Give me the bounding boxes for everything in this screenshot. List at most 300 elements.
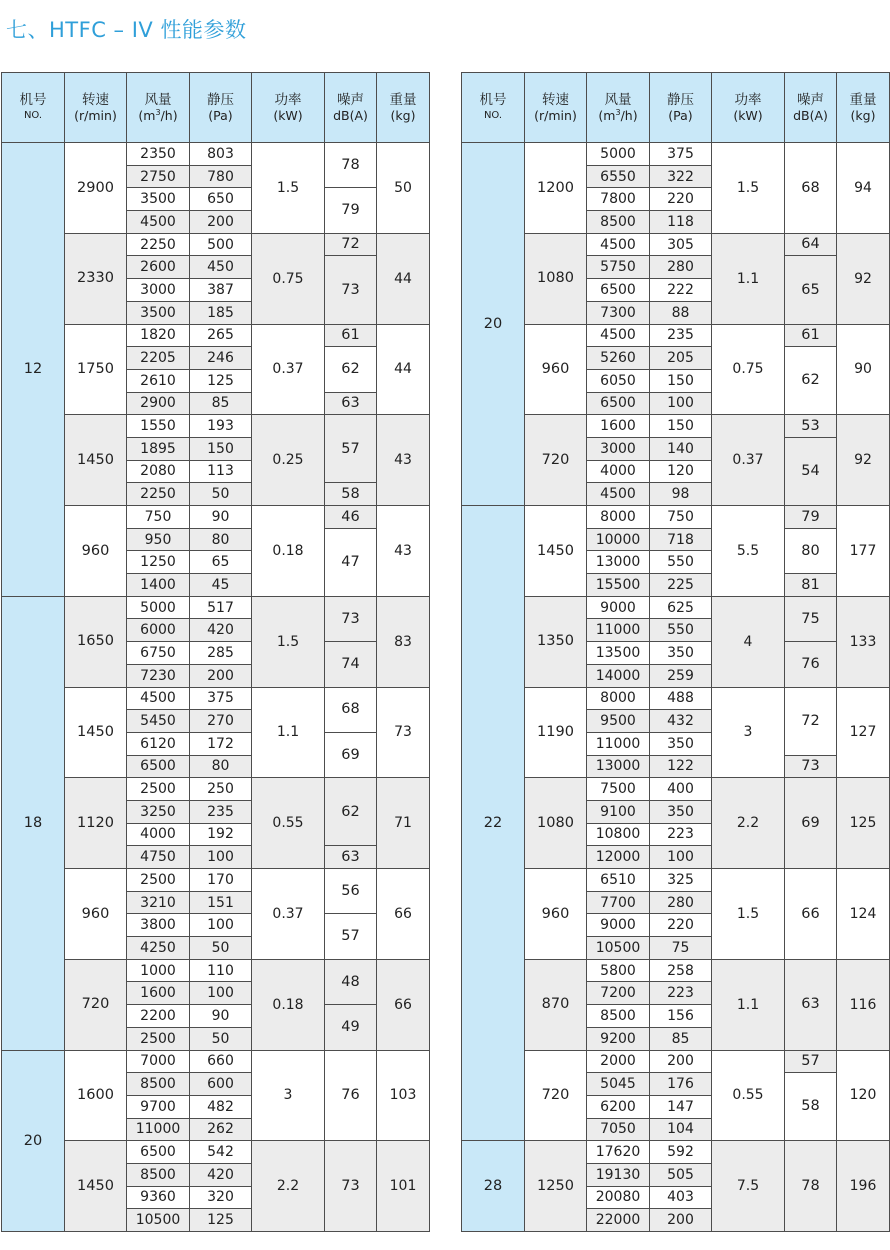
static-pressure-cell: 100 [190, 846, 252, 869]
airflow-cell: 8000 [587, 687, 650, 710]
header-unit: (kW) [273, 107, 303, 123]
airflow-cell: 7230 [127, 664, 190, 687]
airflow-cell: 8500 [587, 1005, 650, 1028]
static-pressure-cell: 172 [190, 732, 252, 755]
header-power [252, 73, 325, 143]
static-pressure-cell: 193 [190, 415, 252, 438]
header-label: 功率 [734, 91, 762, 108]
power-cell: 3 [712, 687, 785, 778]
table-row [462, 596, 890, 619]
airflow-cell: 8500 [127, 1073, 190, 1096]
static-pressure-cell: 650 [190, 188, 252, 211]
airflow-cell: 2200 [127, 1005, 190, 1028]
table-row [2, 778, 430, 801]
noise-cell: 48 [325, 959, 377, 1004]
static-pressure-cell: 600 [190, 1073, 252, 1096]
weight-cell: 44 [377, 324, 430, 415]
power-cell: 1.5 [712, 143, 785, 234]
airflow-cell: 4000 [587, 460, 650, 483]
airflow-cell: 8500 [587, 211, 650, 234]
static-pressure-cell: 550 [650, 619, 712, 642]
weight-cell: 66 [377, 869, 430, 960]
airflow-cell: 7200 [587, 982, 650, 1005]
airflow-cell: 2900 [127, 392, 190, 415]
table-row [2, 1050, 430, 1073]
airflow-cell: 6200 [587, 1095, 650, 1118]
airflow-cell: 2205 [127, 347, 190, 370]
power-cell: 0.55 [252, 778, 325, 869]
noise-cell: 66 [785, 869, 837, 960]
header-label: 风量 [144, 91, 172, 108]
airflow-cell: 2250 [127, 233, 190, 256]
noise-cell: 57 [325, 914, 377, 959]
static-pressure-cell: 125 [190, 1209, 252, 1232]
static-pressure-cell: 285 [190, 642, 252, 665]
static-pressure-cell: 488 [650, 687, 712, 710]
static-pressure-cell: 150 [650, 369, 712, 392]
noise-cell: 68 [785, 143, 837, 234]
airflow-cell: 4500 [127, 211, 190, 234]
static-pressure-cell: 262 [190, 1118, 252, 1141]
speed-cell: 870 [525, 959, 587, 1050]
header-label: 机号 [479, 91, 507, 108]
power-cell: 0.18 [252, 959, 325, 1050]
static-pressure-cell: 150 [650, 415, 712, 438]
power-cell: 0.18 [252, 506, 325, 597]
static-pressure-cell: 432 [650, 710, 712, 733]
header-airflow [127, 73, 190, 143]
machine-no-cell: 28 [462, 1141, 525, 1232]
airflow-cell: 13000 [587, 551, 650, 574]
noise-cell: 54 [785, 437, 837, 505]
weight-cell: 92 [837, 233, 890, 324]
airflow-cell: 7000 [127, 1050, 190, 1073]
speed-cell: 1450 [525, 506, 587, 597]
airflow-cell: 2600 [127, 256, 190, 279]
static-pressure-cell: 50 [190, 937, 252, 960]
speed-cell: 1080 [525, 778, 587, 869]
weight-cell: 43 [377, 415, 430, 506]
airflow-cell: 4500 [587, 233, 650, 256]
static-pressure-cell: 220 [650, 188, 712, 211]
airflow-cell: 15500 [587, 574, 650, 597]
static-pressure-cell: 140 [650, 437, 712, 460]
airflow-cell: 2500 [127, 778, 190, 801]
airflow-cell: 3800 [127, 914, 190, 937]
power-cell: 1.1 [712, 959, 785, 1050]
table-header-row [2, 73, 430, 143]
airflow-cell: 10500 [127, 1209, 190, 1232]
airflow-cell: 6500 [127, 755, 190, 778]
weight-cell: 127 [837, 687, 890, 778]
static-pressure-cell: 325 [650, 869, 712, 892]
noise-cell: 61 [325, 324, 377, 347]
speed-cell: 960 [65, 506, 127, 597]
static-pressure-cell: 265 [190, 324, 252, 347]
airflow-cell: 10800 [587, 823, 650, 846]
speed-cell: 960 [525, 869, 587, 960]
header-unit: (Pa) [668, 107, 693, 123]
power-cell: 5.5 [712, 506, 785, 597]
noise-cell: 73 [325, 1141, 377, 1232]
weight-cell: 133 [837, 596, 890, 687]
speed-cell: 2330 [65, 233, 127, 324]
airflow-cell: 4000 [127, 823, 190, 846]
noise-cell: 57 [785, 1050, 837, 1073]
static-pressure-cell: 660 [190, 1050, 252, 1073]
static-pressure-cell: 420 [190, 1163, 252, 1186]
table-row [462, 233, 890, 256]
airflow-cell: 5000 [587, 143, 650, 166]
table-row [462, 415, 890, 438]
static-pressure-cell: 482 [190, 1095, 252, 1118]
airflow-cell: 3250 [127, 800, 190, 823]
airflow-cell: 3500 [127, 301, 190, 324]
weight-cell: 43 [377, 506, 430, 597]
speed-cell: 1250 [525, 1141, 587, 1232]
airflow-cell: 3210 [127, 891, 190, 914]
performance-table-right [461, 72, 890, 1232]
airflow-cell: 3500 [127, 188, 190, 211]
static-pressure-cell: 320 [190, 1186, 252, 1209]
airflow-cell: 6120 [127, 732, 190, 755]
static-pressure-cell: 403 [650, 1186, 712, 1209]
speed-cell: 1600 [65, 1050, 127, 1141]
airflow-cell: 1600 [587, 415, 650, 438]
static-pressure-cell: 200 [190, 664, 252, 687]
static-pressure-cell: 192 [190, 823, 252, 846]
header-label: 噪声 [337, 91, 364, 108]
table-row [462, 778, 890, 801]
static-pressure-cell: 118 [650, 211, 712, 234]
speed-cell: 1750 [65, 324, 127, 415]
static-pressure-cell: 550 [650, 551, 712, 574]
static-pressure-cell: 176 [650, 1073, 712, 1096]
weight-cell: 94 [837, 143, 890, 234]
static-pressure-cell: 322 [650, 165, 712, 188]
noise-cell: 72 [325, 233, 377, 256]
unit-part: (m [138, 107, 156, 123]
static-pressure-cell: 223 [650, 823, 712, 846]
weight-cell: 177 [837, 506, 890, 597]
airflow-cell: 19130 [587, 1163, 650, 1186]
airflow-cell: 20080 [587, 1186, 650, 1209]
noise-cell: 49 [325, 1005, 377, 1050]
power-cell: 3 [252, 1050, 325, 1141]
airflow-cell: 4500 [587, 324, 650, 347]
static-pressure-cell: 450 [190, 256, 252, 279]
noise-cell: 62 [325, 778, 377, 846]
noise-cell: 78 [325, 143, 377, 188]
static-pressure-cell: 718 [650, 528, 712, 551]
noise-cell: 65 [785, 256, 837, 324]
static-pressure-cell: 222 [650, 279, 712, 302]
static-pressure-cell: 65 [190, 551, 252, 574]
noise-cell: 75 [785, 596, 837, 641]
airflow-cell: 9500 [587, 710, 650, 733]
airflow-cell: 7700 [587, 891, 650, 914]
static-pressure-cell: 500 [190, 233, 252, 256]
airflow-cell: 2080 [127, 460, 190, 483]
static-pressure-cell: 259 [650, 664, 712, 687]
static-pressure-cell: 100 [650, 846, 712, 869]
header-static-pressure [190, 73, 252, 143]
header-unit: (r/min) [74, 107, 117, 123]
table-row [2, 869, 430, 892]
static-pressure-cell: 246 [190, 347, 252, 370]
header-unit: (r/min) [534, 107, 577, 123]
speed-cell: 720 [65, 959, 127, 1050]
static-pressure-cell: 200 [190, 211, 252, 234]
power-cell: 0.25 [252, 415, 325, 506]
header-power [712, 73, 785, 143]
static-pressure-cell: 517 [190, 596, 252, 619]
power-cell: 1.5 [252, 143, 325, 234]
header-label: 重量 [389, 91, 417, 108]
header-unit: (kg) [390, 107, 416, 123]
table-row [462, 324, 890, 347]
static-pressure-cell: 88 [650, 301, 712, 324]
header-label: 静压 [667, 91, 694, 108]
table-row [2, 506, 430, 529]
static-pressure-cell: 147 [650, 1095, 712, 1118]
static-pressure-cell: 200 [650, 1209, 712, 1232]
machine-no-cell: 18 [2, 596, 65, 1050]
airflow-cell: 7800 [587, 188, 650, 211]
unit-part: /h) [160, 107, 178, 123]
noise-cell: 64 [785, 233, 837, 256]
airflow-cell: 6750 [127, 642, 190, 665]
noise-cell: 76 [325, 1050, 377, 1141]
speed-cell: 1080 [525, 233, 587, 324]
airflow-cell: 4250 [127, 937, 190, 960]
noise-cell: 57 [325, 415, 377, 483]
static-pressure-cell: 270 [190, 710, 252, 733]
static-pressure-cell: 100 [650, 392, 712, 415]
power-cell: 7.5 [712, 1141, 785, 1232]
static-pressure-cell: 375 [190, 687, 252, 710]
header-unit: dB(A) [793, 107, 828, 123]
speed-cell: 1650 [65, 596, 127, 687]
airflow-cell: 7050 [587, 1118, 650, 1141]
power-cell: 2.2 [252, 1141, 325, 1232]
airflow-cell: 2500 [127, 869, 190, 892]
weight-cell: 101 [377, 1141, 430, 1232]
weight-cell: 66 [377, 959, 430, 1050]
power-cell: 0.37 [252, 869, 325, 960]
static-pressure-cell: 420 [190, 619, 252, 642]
speed-cell: 960 [65, 869, 127, 960]
power-cell: 4 [712, 596, 785, 687]
static-pressure-cell: 305 [650, 233, 712, 256]
speed-cell: 720 [525, 415, 587, 506]
weight-cell: 83 [377, 596, 430, 687]
machine-no-cell: 20 [2, 1050, 65, 1232]
header-noise [325, 73, 377, 143]
static-pressure-cell: 625 [650, 596, 712, 619]
table-row [2, 324, 430, 347]
header-label: 转速 [82, 91, 109, 108]
header-airflow [587, 73, 650, 143]
speed-cell: 1200 [525, 143, 587, 234]
airflow-cell: 1250 [127, 551, 190, 574]
speed-cell: 2900 [65, 143, 127, 234]
airflow-cell: 2500 [127, 1027, 190, 1050]
airflow-cell: 6500 [587, 392, 650, 415]
speed-cell: 1450 [65, 415, 127, 506]
airflow-cell: 7500 [587, 778, 650, 801]
airflow-cell: 5800 [587, 959, 650, 982]
static-pressure-cell: 80 [190, 528, 252, 551]
airflow-cell: 13500 [587, 642, 650, 665]
airflow-cell: 9100 [587, 800, 650, 823]
static-pressure-cell: 280 [650, 256, 712, 279]
static-pressure-cell: 387 [190, 279, 252, 302]
airflow-cell: 2610 [127, 369, 190, 392]
static-pressure-cell: 542 [190, 1141, 252, 1164]
static-pressure-cell: 803 [190, 143, 252, 166]
header-unit: NO. [483, 109, 503, 121]
static-pressure-cell: 156 [650, 1005, 712, 1028]
unit-part: (m [598, 107, 616, 123]
static-pressure-cell: 225 [650, 574, 712, 597]
airflow-cell: 5000 [127, 596, 190, 619]
noise-cell: 73 [785, 755, 837, 778]
weight-cell: 44 [377, 233, 430, 324]
noise-cell: 53 [785, 415, 837, 438]
noise-cell: 61 [785, 324, 837, 347]
speed-cell: 720 [525, 1050, 587, 1141]
table-row [462, 506, 890, 529]
weight-cell: 103 [377, 1050, 430, 1141]
static-pressure-cell: 350 [650, 800, 712, 823]
weight-cell: 124 [837, 869, 890, 960]
table-row [2, 233, 430, 256]
static-pressure-cell: 780 [190, 165, 252, 188]
noise-cell: 62 [785, 347, 837, 415]
airflow-cell: 9700 [127, 1095, 190, 1118]
header-unit: (Pa) [208, 107, 233, 123]
airflow-cell: 9200 [587, 1027, 650, 1050]
unit-part: /h) [620, 107, 638, 123]
static-pressure-cell: 90 [190, 1005, 252, 1028]
noise-cell: 69 [785, 778, 837, 869]
airflow-cell: 4500 [587, 483, 650, 506]
table-row [462, 869, 890, 892]
static-pressure-cell: 223 [650, 982, 712, 1005]
power-cell: 0.75 [712, 324, 785, 415]
noise-cell: 58 [785, 1073, 837, 1141]
airflow-cell: 750 [127, 506, 190, 529]
static-pressure-cell: 258 [650, 959, 712, 982]
static-pressure-cell: 45 [190, 574, 252, 597]
power-cell: 1.5 [252, 596, 325, 687]
noise-cell: 79 [325, 188, 377, 233]
weight-cell: 92 [837, 415, 890, 506]
airflow-cell: 9360 [127, 1186, 190, 1209]
static-pressure-cell: 104 [650, 1118, 712, 1141]
airflow-cell: 8000 [587, 506, 650, 529]
noise-cell: 72 [785, 687, 837, 755]
airflow-cell: 1600 [127, 982, 190, 1005]
speed-cell: 1350 [525, 596, 587, 687]
noise-cell: 73 [325, 256, 377, 324]
airflow-cell: 17620 [587, 1141, 650, 1164]
airflow-cell: 5260 [587, 347, 650, 370]
airflow-cell: 1895 [127, 437, 190, 460]
airflow-cell: 4500 [127, 687, 190, 710]
power-cell: 0.37 [252, 324, 325, 415]
weight-cell: 125 [837, 778, 890, 869]
power-cell: 1.1 [712, 233, 785, 324]
noise-cell: 63 [325, 392, 377, 415]
header-weight [837, 73, 890, 143]
header-speed [525, 73, 587, 143]
table-row [2, 596, 430, 619]
static-pressure-cell: 90 [190, 506, 252, 529]
static-pressure-cell: 280 [650, 891, 712, 914]
power-cell: 1.5 [712, 869, 785, 960]
noise-cell: 73 [325, 596, 377, 641]
airflow-cell: 13000 [587, 755, 650, 778]
static-pressure-cell: 80 [190, 755, 252, 778]
airflow-cell: 3000 [127, 279, 190, 302]
table-row [2, 143, 430, 166]
static-pressure-cell: 50 [190, 1027, 252, 1050]
static-pressure-cell: 50 [190, 483, 252, 506]
header-label: 机号 [19, 91, 47, 108]
airflow-cell: 1550 [127, 415, 190, 438]
table-row [462, 143, 890, 166]
airflow-cell: 5045 [587, 1073, 650, 1096]
table-row [2, 687, 430, 710]
power-cell: 0.37 [712, 415, 785, 506]
airflow-cell: 10500 [587, 937, 650, 960]
table-row [462, 1141, 890, 1164]
static-pressure-cell: 200 [650, 1050, 712, 1073]
static-pressure-cell: 150 [190, 437, 252, 460]
static-pressure-cell: 120 [650, 460, 712, 483]
weight-cell: 71 [377, 778, 430, 869]
table-row [462, 1050, 890, 1073]
airflow-cell: 2350 [127, 143, 190, 166]
weight-cell: 196 [837, 1141, 890, 1232]
static-pressure-cell: 235 [650, 324, 712, 347]
airflow-cell: 11000 [587, 732, 650, 755]
static-pressure-cell: 400 [650, 778, 712, 801]
weight-cell: 120 [837, 1050, 890, 1141]
machine-no-cell: 12 [2, 143, 65, 597]
table-row [2, 415, 430, 438]
static-pressure-cell: 250 [190, 778, 252, 801]
noise-cell: 78 [785, 1141, 837, 1232]
header-static-pressure [650, 73, 712, 143]
static-pressure-cell: 235 [190, 800, 252, 823]
speed-cell: 1120 [65, 778, 127, 869]
noise-cell: 80 [785, 528, 837, 573]
header-weight [377, 73, 430, 143]
performance-table-left [1, 72, 430, 1232]
power-cell: 0.75 [252, 233, 325, 324]
static-pressure-cell: 185 [190, 301, 252, 324]
airflow-cell: 6510 [587, 869, 650, 892]
airflow-cell: 2000 [587, 1050, 650, 1073]
table-header-row [462, 73, 890, 143]
header-label: 重量 [849, 91, 877, 108]
noise-cell: 76 [785, 642, 837, 687]
static-pressure-cell: 220 [650, 914, 712, 937]
noise-cell: 68 [325, 687, 377, 732]
